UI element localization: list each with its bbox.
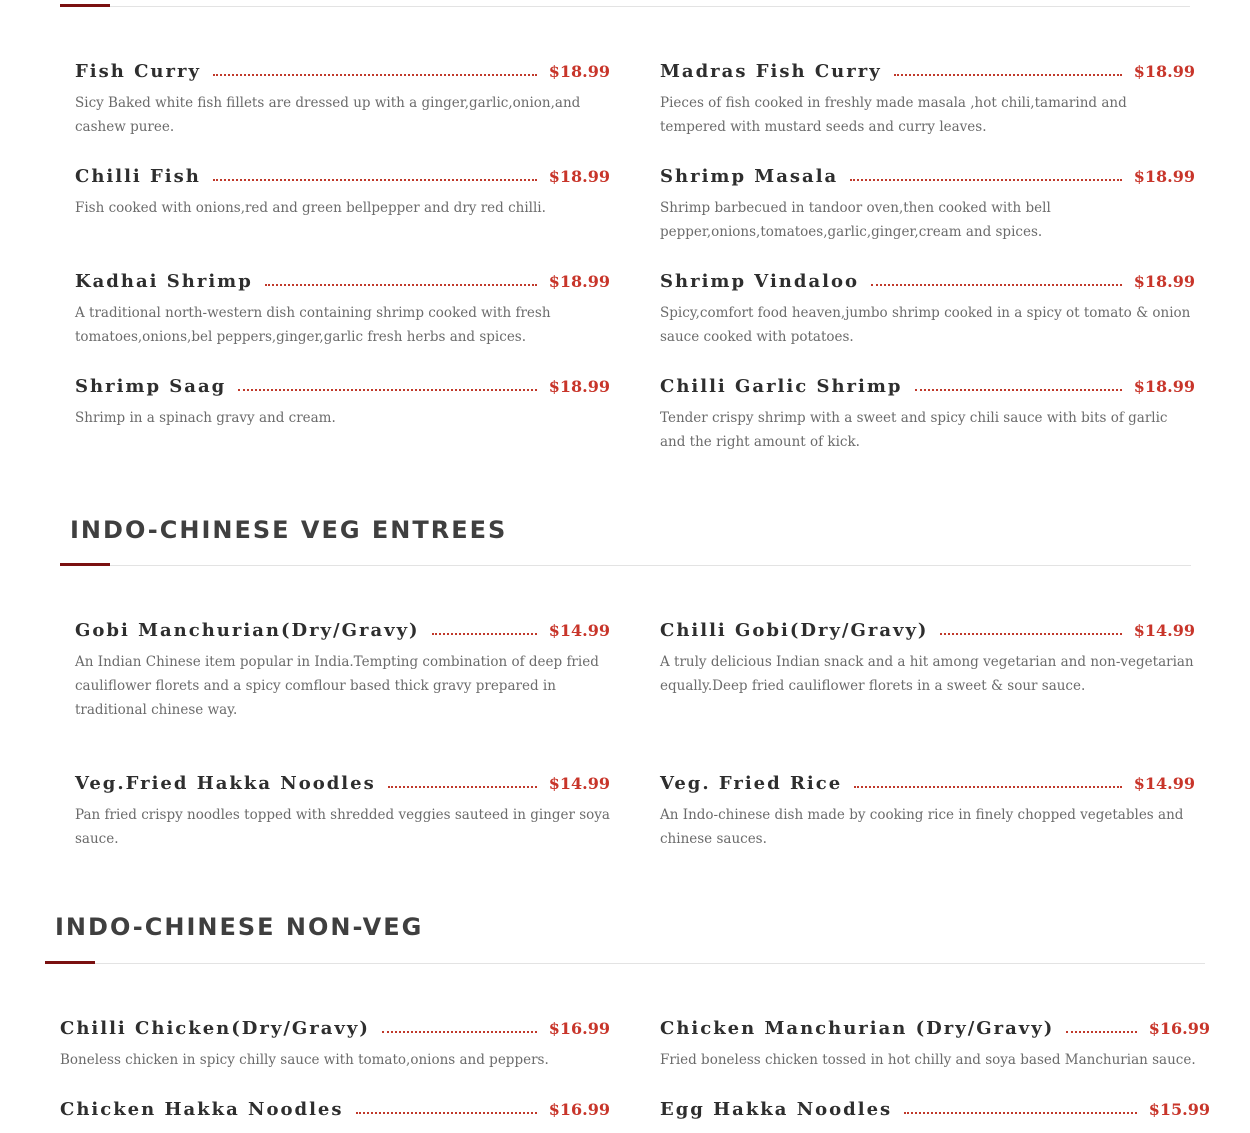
section-title-non-veg: INDO-CHINESE NON-VEG: [55, 913, 424, 941]
item-price: $16.99: [548, 1019, 610, 1038]
dot-leader: [854, 786, 1122, 788]
item-name: Shrimp Saag: [75, 376, 227, 397]
menu-item-chilli-fish[interactable]: [75, 164, 610, 220]
menu-item-veg-fried-hakka-noodles[interactable]: [75, 771, 610, 851]
item-price: $14.99: [1133, 621, 1195, 640]
menu-item-shrimp-vindaloo[interactable]: [660, 269, 1195, 349]
item-description: A traditional north-western dish containing shrimp cooked with fresh tomatoes,onions,bel peppers,ginger,garlic fresh herbs and spices.: [75, 305, 551, 345]
item-description: Pieces of fish cooked in freshly made masala ,hot chili,tamarind and tempered with mustard seeds and curry leaves.: [660, 95, 1127, 135]
menu-item-shrimp-saag[interactable]: [75, 374, 610, 430]
item-description: Shrimp in a spinach gravy and cream.: [75, 410, 336, 426]
item-description: An Indo-chinese dish made by cooking rice in finely chopped vegetables and chinese sauces.: [660, 807, 1184, 847]
section-divider-accent: [45, 961, 95, 964]
item-price: $15.99: [1148, 1100, 1210, 1119]
item-description: Pan fried crispy noodles topped with shredded veggies sauteed in ginger soya sauce.: [75, 807, 610, 847]
dot-leader: [382, 1031, 537, 1033]
item-price: $18.99: [1133, 272, 1195, 291]
item-price: $18.99: [1133, 167, 1195, 186]
item-description: Shrimp barbecued in tandoor oven,then cooked with bell pepper,onions,tomatoes,garlic,ginger,cream and spices.: [660, 200, 1051, 240]
item-price: $18.99: [548, 272, 610, 291]
item-name: Chicken Manchurian (Dry/Gravy): [660, 1018, 1055, 1039]
section-title-veg-entrees: INDO-CHINESE VEG ENTREES: [70, 516, 508, 544]
dot-leader: [871, 284, 1122, 286]
dot-leader: [1066, 1031, 1137, 1033]
menu-item-chicken-hakka-noodles[interactable]: [60, 1097, 610, 1123]
item-description: Fried boneless chicken tossed in hot chilly and soya based Manchurian sauce.: [660, 1052, 1196, 1068]
dot-leader: [238, 389, 537, 391]
menu-item-kadhai-shrimp[interactable]: [75, 269, 610, 349]
dot-leader: [356, 1112, 537, 1114]
section-divider-accent: [60, 4, 110, 7]
dot-leader: [940, 633, 1121, 635]
section-divider: [45, 963, 1205, 964]
menu-item-chilli-garlic-shrimp[interactable]: [660, 374, 1195, 454]
item-price: $14.99: [1133, 774, 1195, 793]
menu-item-chilli-gobi[interactable]: [660, 618, 1195, 698]
menu-item-veg-fried-rice[interactable]: [660, 771, 1195, 851]
item-price: $16.99: [1148, 1019, 1210, 1038]
item-description: A truly delicious Indian snack and a hit among vegetarian and non-vegetarian equally.Deep fried cauliflower florets in a sweet & sour sauce.: [660, 654, 1194, 694]
menu-item-chicken-manchurian[interactable]: [660, 1016, 1210, 1072]
item-name: Veg.Fried Hakka Noodles: [75, 773, 376, 794]
item-name: Shrimp Vindaloo: [660, 271, 859, 292]
item-name: Egg Hakka Noodles: [660, 1099, 893, 1120]
item-name: Madras Fish Curry: [660, 61, 882, 82]
item-name: Chilli Garlic Shrimp: [660, 376, 903, 397]
menu-item-fish-curry[interactable]: [75, 59, 610, 139]
item-price: $18.99: [548, 167, 610, 186]
dot-leader: [213, 74, 537, 76]
dot-leader: [894, 74, 1122, 76]
dot-leader: [213, 179, 537, 181]
menu-item-gobi-manchurian[interactable]: [75, 618, 610, 722]
dot-leader: [904, 1112, 1137, 1114]
item-name: Gobi Manchurian(Dry/Gravy): [75, 620, 420, 641]
item-name: Chilli Fish: [75, 166, 201, 187]
section-divider: [60, 565, 1191, 566]
item-description: Sicy Baked white fish fillets are dressed up with a ginger,garlic,onion,and cashew puree.: [75, 95, 581, 135]
item-price: $18.99: [548, 377, 610, 396]
item-name: Shrimp Masala: [660, 166, 839, 187]
menu-item-egg-hakka-noodles[interactable]: [660, 1097, 1210, 1123]
dot-leader: [432, 633, 537, 635]
item-price: $14.99: [548, 774, 610, 793]
item-name: Chilli Chicken(Dry/Gravy): [60, 1018, 370, 1039]
dot-leader: [265, 284, 537, 286]
item-description: An Indian Chinese item popular in India.Tempting combination of deep fried cauliflower florets and a spicy comflour based thick gravy prepared in traditional chinese way.: [75, 654, 599, 718]
dot-leader: [388, 786, 537, 788]
item-price: $18.99: [1133, 62, 1195, 81]
item-name: Veg. Fried Rice: [660, 773, 843, 794]
dot-leader: [915, 389, 1122, 391]
item-price: $18.99: [1133, 377, 1195, 396]
item-name: Chilli Gobi(Dry/Gravy): [660, 620, 929, 641]
item-name: Kadhai Shrimp: [75, 271, 253, 292]
item-description: Boneless chicken in spicy chilly sauce with tomato,onions and peppers.: [60, 1052, 549, 1068]
menu-item-chilli-chicken[interactable]: [60, 1016, 610, 1072]
item-price: $18.99: [548, 62, 610, 81]
menu-item-madras-fish-curry[interactable]: [660, 59, 1195, 139]
dot-leader: [850, 179, 1122, 181]
item-price: $14.99: [548, 621, 610, 640]
section-divider-accent: [60, 563, 110, 566]
item-name: Chicken Hakka Noodles: [60, 1099, 344, 1120]
item-description: Spicy,comfort food heaven,jumbo shrimp cooked in a spicy ot tomato & onion sauce cooked with potatoes.: [660, 305, 1191, 345]
menu-item-shrimp-masala[interactable]: [660, 164, 1195, 244]
item-description: Fish cooked with onions,red and green bellpepper and dry red chilli.: [75, 200, 546, 216]
section-divider: [60, 6, 1190, 7]
item-price: $16.99: [548, 1100, 610, 1119]
item-name: Fish Curry: [75, 61, 201, 82]
item-description: Tender crispy shrimp with a sweet and spicy chili sauce with bits of garlic and the right amount of kick.: [660, 410, 1168, 450]
